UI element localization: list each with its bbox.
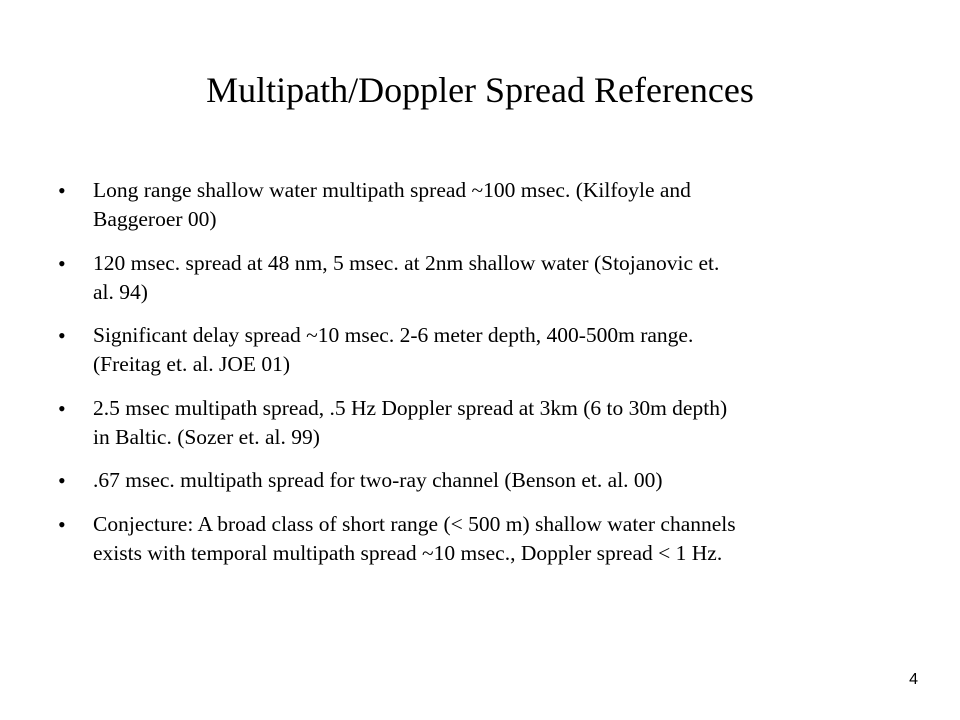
- slide-title: Multipath/Doppler Spread References: [206, 70, 754, 110]
- bullet-dot-icon: •: [58, 250, 66, 276]
- bullet-item-6: [58, 510, 928, 568]
- bullet-dot-icon: •: [58, 395, 66, 421]
- bullet-item-2: [58, 249, 928, 307]
- bullet-text-line: .67 msec. multipath spread for two-ray channel (Benson et. al. 00): [93, 468, 663, 492]
- bullet-dot-icon: •: [58, 178, 66, 203]
- bullet-text-line: (Freitag et. al. JOE 01): [93, 352, 291, 376]
- bullet-text-line: al. 94): [93, 279, 148, 304]
- bullet-text-line: exists with temporal multipath spread ~10 msec., Doppler spread < 1 Hz.: [93, 540, 723, 565]
- bullet-dot-icon: •: [58, 323, 66, 348]
- bullet-text-line: 2.5 msec multipath spread, .5 Hz Doppler spread at 3km (6 to 30m depth): [93, 395, 728, 420]
- bullet-text-line: Significant delay spread ~10 msec. 2-6 meter depth, 400-500m range.: [93, 323, 694, 347]
- bullet-item-3: [58, 321, 928, 379]
- bullet-text-line: in Baltic. (Sozer et. al. 99): [93, 424, 320, 449]
- page-number: 4: [909, 671, 918, 688]
- bullet-dot-icon: •: [58, 511, 66, 537]
- bullet-text-line: 120 msec. spread at 48 nm, 5 msec. at 2nm shallow water (Stojanovic et.: [93, 250, 720, 275]
- bullet-item-5: [58, 466, 928, 495]
- bullet-item-1: [58, 176, 928, 234]
- bullet-text-line: Baggeroer 00): [93, 207, 217, 231]
- bullet-text-line: Conjecture: A broad class of short range (< 500 m) shallow water channels: [93, 511, 736, 536]
- bullet-list: [58, 176, 928, 582]
- bullet-text-line: Long range shallow water multipath spread ~100 msec. (Kilfoyle and: [93, 178, 691, 202]
- bullet-item-4: [58, 394, 928, 452]
- bullet-dot-icon: •: [58, 468, 66, 493]
